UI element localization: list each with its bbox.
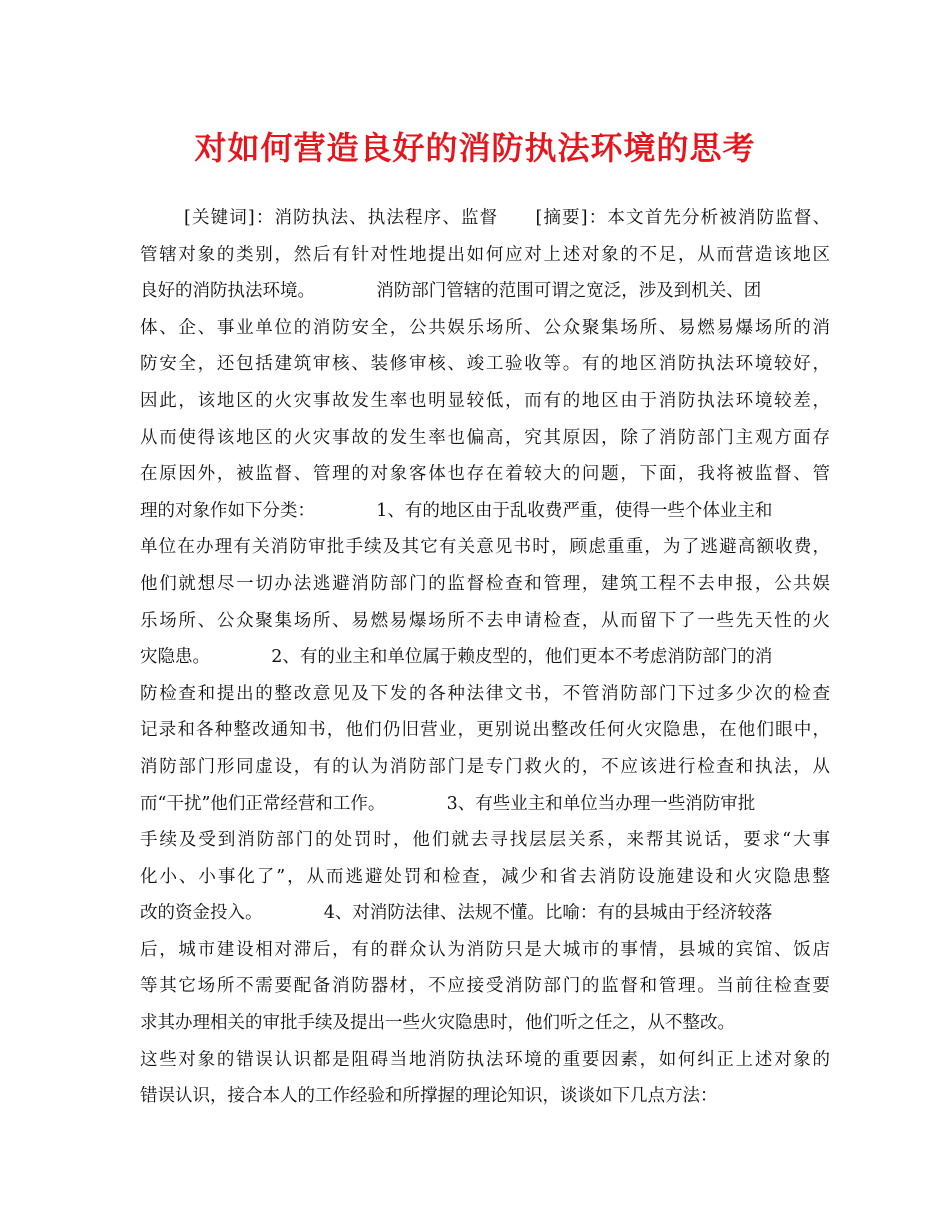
body-line: 良好的消防执法环境。 消防部门管辖的范围可谓之宽泛，涉及到机关、团 [140,281,762,302]
body-line: 从而使得该地区的火灾事故的发生率也偏高，究其原因，除了消防部门主观方面存 [140,427,830,448]
body-line: 手续及受到消防部门的处罚时，他们就去寻找层层关系，来帮其说话，要求“大事 [140,830,830,851]
body-line: 等其它场所不需要配备消防器材，不应接受消防部门的监督和管理。当前往检查要 [140,976,830,997]
body-line: 他们就想尽一切办法逃避消防部门的监督检查和管理，建筑工程不去申报，公共娱 [140,573,830,594]
body-line: 错误认识，接合本人的工作经验和所撑握的理论知识，谈谈如下几点方法： [140,1086,718,1107]
body-line: 因此，该地区的火灾事故发生率也明显较低，而有的地区由于消防执法环境较差， [140,390,830,411]
body-line: 化小、小事化了”，从而逃避处罚和检查，减少和省去消防设施建设和火灾隐患整 [140,866,830,887]
body-line: 灾隐患。 2、有的业主和单位属于赖皮型的，他们更本不考虑消防部门的消 [140,647,773,668]
body-line: 理的对象作如下分类： 1、有的地区由于乱收费严重，使得一些个体业主和 [140,500,773,521]
body-line: 记录和各种整改通知书，他们仍旧营业，更别说出整改任何火灾隐患，在他们眼中， [140,720,830,741]
body-line: 防安全，还包括建筑审核、装修审核、竣工验收等。有的地区消防执法环境较好， [140,354,830,375]
body-line: 管辖对象的类别，然后有针对性地提出如何应对上述对象的不足，从而营造该地区 [140,244,830,265]
body-line: 后，城市建设相对滞后，有的群众认为消防只是大城市的事情，县城的宾馆、饭店 [140,939,830,960]
body-line: 单位在办理有关消防审批手续及其它有关意见书时，顾虑重重，为了逃避高额收费， [140,537,830,558]
body-line: 消防部门形同虚设，有的认为消防部门是专门救火的，不应该进行检查和执法，从 [140,756,830,777]
body-line: 这些对象的错误认识都是阻碍当地消防执法环境的重要因素，如何纠正上述对象的 [140,1049,830,1070]
body-line: 求其办理相关的审批手续及提出一些火灾隐患时，他们听之任之，从不整改。 [140,1013,735,1034]
document-title: 对如何营造良好的消防执法环境的思考 [194,129,756,167]
body-line: 乐场所、公众聚集场所、易燃易爆场所不去申请检查，从而留下了一些先天性的火 [140,610,830,631]
body-line: 体、企、事业单位的消防安全，公共娱乐场所、公众聚集场所、易燃易爆场所的消 [140,317,830,338]
body-line: 在原因外，被监督、管理的对象客体也存在着较大的问题，下面，我将被监督、管 [140,464,830,485]
document-body [140,200,830,1115]
body-line: [关键词]：消防执法、执法程序、监督 [摘要]：本文首先分析被消防监督、 [184,208,830,228]
body-line: 防检查和提出的整改意见及下发的各种法律文书，不管消防部门下过多少次的检查 [140,683,830,704]
body-line: 改的资金投入。 4、对消防法律、法规不懂。比喻：有的县城由于经济较落 [140,903,773,924]
body-line: 而“干扰”他们正常经营和工作。 3、有些业主和单位当办理一些消防审批 [140,793,756,814]
